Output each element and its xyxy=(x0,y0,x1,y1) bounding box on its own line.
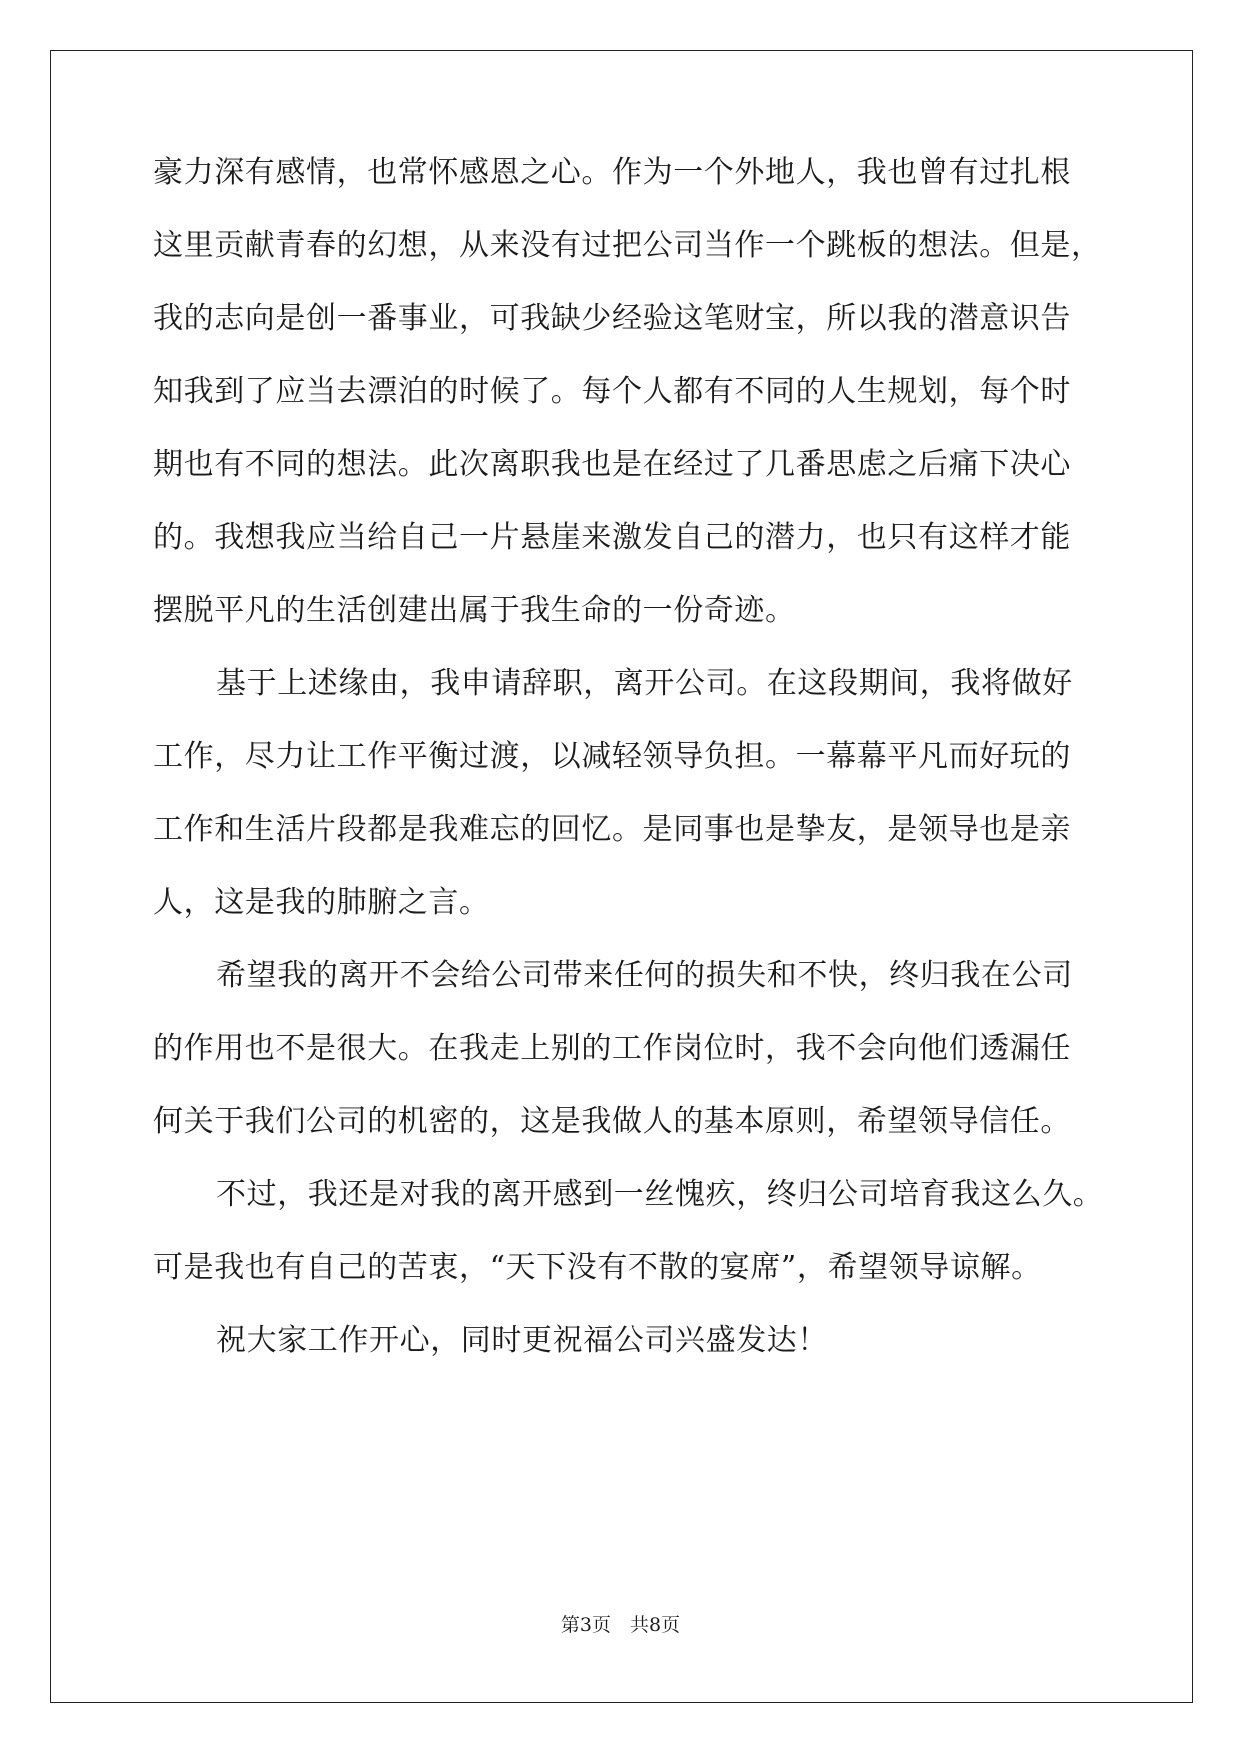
paragraph-2-line-4: 人，这是我的肺腑之言。 xyxy=(153,885,490,920)
paragraph-5-line-1: 祝大家工作开心，同时更祝福公司兴盛发达！ xyxy=(216,1323,828,1358)
paragraph-3-line-3: 何关于我们公司的机密的，这是我做人的基本原则，希望领导信任。 xyxy=(153,1104,1071,1139)
paragraph-4-line-2: 可是我也有自己的苦衷，“天下没有不散的宴席”，希望领导谅解。 xyxy=(153,1250,1042,1285)
paragraph-3-line-1: 希望我的离开不会给公司带来任何的损失和不快，终归我在公司 xyxy=(216,958,1073,993)
paragraph-1-line-1: 豪力深有感情，也常怀感恩之心。作为一个外地人，我也曾有过扎根 xyxy=(153,155,1071,190)
paragraph-1-line-5: 期也有不同的想法。此次离职我也是在经过了几番思虑之后痛下决心 xyxy=(153,447,1071,482)
paragraph-1-line-2: 这里贡献青春的幻想，从来没有过把公司当作一个跳板的想法。但是， xyxy=(153,228,1102,263)
paragraph-1-line-6: 的。我想我应当给自己一片悬崖来激发自己的潜力，也只有这样才能 xyxy=(153,520,1071,555)
paragraph-3-line-2: 的作用也不是很大。在我走上别的工作岗位时，我不会向他们透漏任 xyxy=(153,1031,1071,1066)
page-border xyxy=(50,50,1193,1703)
paragraph-2-line-3: 工作和生活片段都是我难忘的回忆。是同事也是挚友，是领导也是亲 xyxy=(153,812,1071,847)
paragraph-1-line-4: 知我到了应当去漂泊的时候了。每个人都有不同的人生规划，每个时 xyxy=(153,374,1071,409)
paragraph-1-line-3: 我的志向是创一番事业，可我缺少经验这笔财宝，所以我的潜意识告 xyxy=(153,301,1071,336)
paragraph-4-line-1: 不过，我还是对我的离开感到一丝愧疚，终归公司培育我这么久。 xyxy=(216,1177,1104,1212)
paragraph-2-line-2: 工作，尽力让工作平衡过渡，以减轻领导负担。一幕幕平凡而好玩的 xyxy=(153,739,1071,774)
page-number: 第3页 共8页 xyxy=(560,1614,681,1636)
paragraph-2-line-1: 基于上述缘由，我申请辞职，离开公司。在这段期间，我将做好 xyxy=(216,666,1073,701)
paragraph-1-line-7: 摆脱平凡的生活创建出属于我生命的一份奇迹。 xyxy=(153,593,796,628)
